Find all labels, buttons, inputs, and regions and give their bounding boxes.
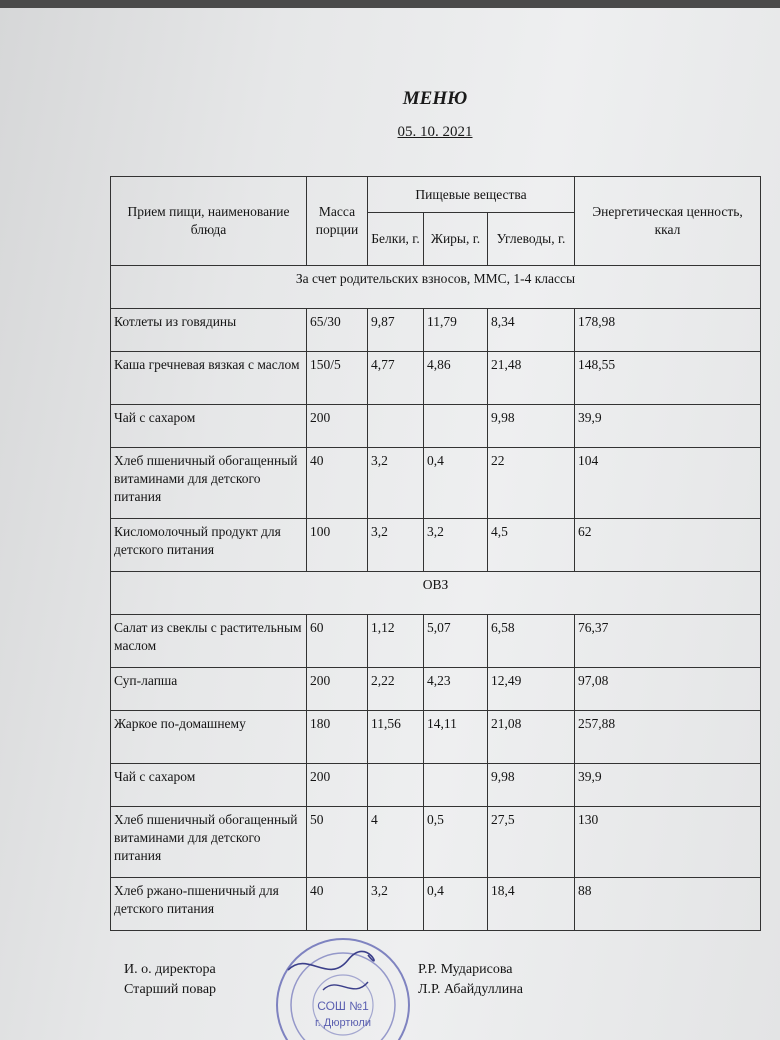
header-protein: Белки, г. (368, 213, 424, 266)
cell-energy: 148,55 (575, 352, 761, 405)
chef-name: Л.Р. Абайдуллина (418, 982, 523, 997)
cell-protein: 3,2 (368, 519, 424, 572)
header-row (111, 177, 761, 213)
table-row (111, 352, 761, 405)
cell-energy: 39,9 (575, 405, 761, 448)
cell-carbs: 21,08 (488, 711, 575, 764)
director-title: И. о. директора (124, 962, 216, 977)
cell-mass: 150/5 (307, 352, 368, 405)
cell-mass: 40 (307, 448, 368, 519)
cell-name: Жаркое по-домашнему (111, 711, 307, 764)
cell-fat (424, 764, 488, 807)
section-title: ОВЗ (111, 572, 761, 615)
table-row (111, 807, 761, 878)
table-row (111, 878, 761, 931)
cell-name: Хлеб пшеничный обогащенный витаминами для детского питания (111, 807, 307, 878)
cell-protein (368, 764, 424, 807)
table-row (111, 405, 761, 448)
header-meal: Прием пищи, наименование блюда (111, 177, 307, 266)
cell-fat: 0,4 (424, 448, 488, 519)
cell-name: Суп-лапша (111, 668, 307, 711)
section2-body (111, 615, 761, 931)
cell-name: Каша гречневая вязкая с маслом (111, 352, 307, 405)
signature-scribble (323, 982, 368, 990)
cell-mass: 40 (307, 878, 368, 931)
table-row (111, 668, 761, 711)
cell-fat: 5,07 (424, 615, 488, 668)
section-title: За счет родительских взносов, ММС, 1-4 классы (111, 266, 761, 309)
cell-carbs: 27,5 (488, 807, 575, 878)
header-carbs: Углеводы, г. (488, 213, 575, 266)
cell-energy: 76,37 (575, 615, 761, 668)
header-nutrients: Пищевые вещества (368, 177, 575, 213)
cell-energy: 130 (575, 807, 761, 878)
stamp-line1: СОШ №1 (317, 999, 369, 1013)
cell-fat (424, 405, 488, 448)
stamp-line2: г. Дюртюли (315, 1017, 371, 1029)
table-row (111, 309, 761, 352)
cell-mass: 200 (307, 764, 368, 807)
cell-mass: 200 (307, 405, 368, 448)
cell-carbs: 22 (488, 448, 575, 519)
header-fat: Жиры, г. (424, 213, 488, 266)
cell-fat: 11,79 (424, 309, 488, 352)
official-stamp (268, 930, 418, 1040)
cell-name: Чай с сахаром (111, 405, 307, 448)
cell-protein: 9,87 (368, 309, 424, 352)
cell-protein: 3,2 (368, 448, 424, 519)
table-row (111, 448, 761, 519)
cell-protein (368, 405, 424, 448)
cell-protein: 4,77 (368, 352, 424, 405)
document-title: МЕНЮ (402, 88, 468, 109)
cell-fat: 3,2 (424, 519, 488, 572)
cell-carbs: 6,58 (488, 615, 575, 668)
cell-fat: 4,86 (424, 352, 488, 405)
table-row (111, 615, 761, 668)
table-row (111, 711, 761, 764)
cell-carbs: 9,98 (488, 405, 575, 448)
cell-name: Салат из свеклы с растительным маслом (111, 615, 307, 668)
cell-energy: 88 (575, 878, 761, 931)
cell-energy: 97,08 (575, 668, 761, 711)
director-name: Р.Р. Мударисова (418, 962, 513, 977)
cell-fat: 14,11 (424, 711, 488, 764)
header-mass: Масса порции (307, 177, 368, 266)
cell-mass: 65/30 (307, 309, 368, 352)
cell-protein: 2,22 (368, 668, 424, 711)
cell-protein: 1,12 (368, 615, 424, 668)
chef-title: Старший повар (124, 982, 217, 997)
cell-fat: 4,23 (424, 668, 488, 711)
cell-energy: 178,98 (575, 309, 761, 352)
cell-protein: 4 (368, 807, 424, 878)
cell-energy: 62 (575, 519, 761, 572)
cell-mass: 60 (307, 615, 368, 668)
cell-mass: 180 (307, 711, 368, 764)
cell-fat: 0,5 (424, 807, 488, 878)
cell-fat: 0,4 (424, 878, 488, 931)
cell-energy: 104 (575, 448, 761, 519)
cell-name: Котлеты из говядины (111, 309, 307, 352)
document-date: 05. 10. 2021 (397, 124, 473, 140)
section1-body (111, 309, 761, 572)
section-row (111, 266, 761, 309)
cell-mass: 50 (307, 807, 368, 878)
table-row (111, 764, 761, 807)
cell-carbs: 21,48 (488, 352, 575, 405)
cell-mass: 200 (307, 668, 368, 711)
cell-mass: 100 (307, 519, 368, 572)
cell-name: Кисломолочный продукт для детского питания (111, 519, 307, 572)
cell-energy: 39,9 (575, 764, 761, 807)
header-energy: Энергетическая ценность, ккал (575, 177, 761, 266)
cell-protein: 11,56 (368, 711, 424, 764)
cell-energy: 257,88 (575, 711, 761, 764)
section-row (111, 572, 761, 615)
cell-carbs: 8,34 (488, 309, 575, 352)
background-edge (0, 0, 780, 8)
cell-name: Хлеб пшеничный обогащенный витаминами для детского питания (111, 448, 307, 519)
cell-carbs: 12,49 (488, 668, 575, 711)
table-row (111, 519, 761, 572)
cell-name: Хлеб ржано-пшеничный для детского питания (111, 878, 307, 931)
cell-carbs: 9,98 (488, 764, 575, 807)
cell-carbs: 4,5 (488, 519, 575, 572)
cell-carbs: 18,4 (488, 878, 575, 931)
menu-table (110, 176, 761, 931)
cell-name: Чай с сахаром (111, 764, 307, 807)
cell-protein: 3,2 (368, 878, 424, 931)
